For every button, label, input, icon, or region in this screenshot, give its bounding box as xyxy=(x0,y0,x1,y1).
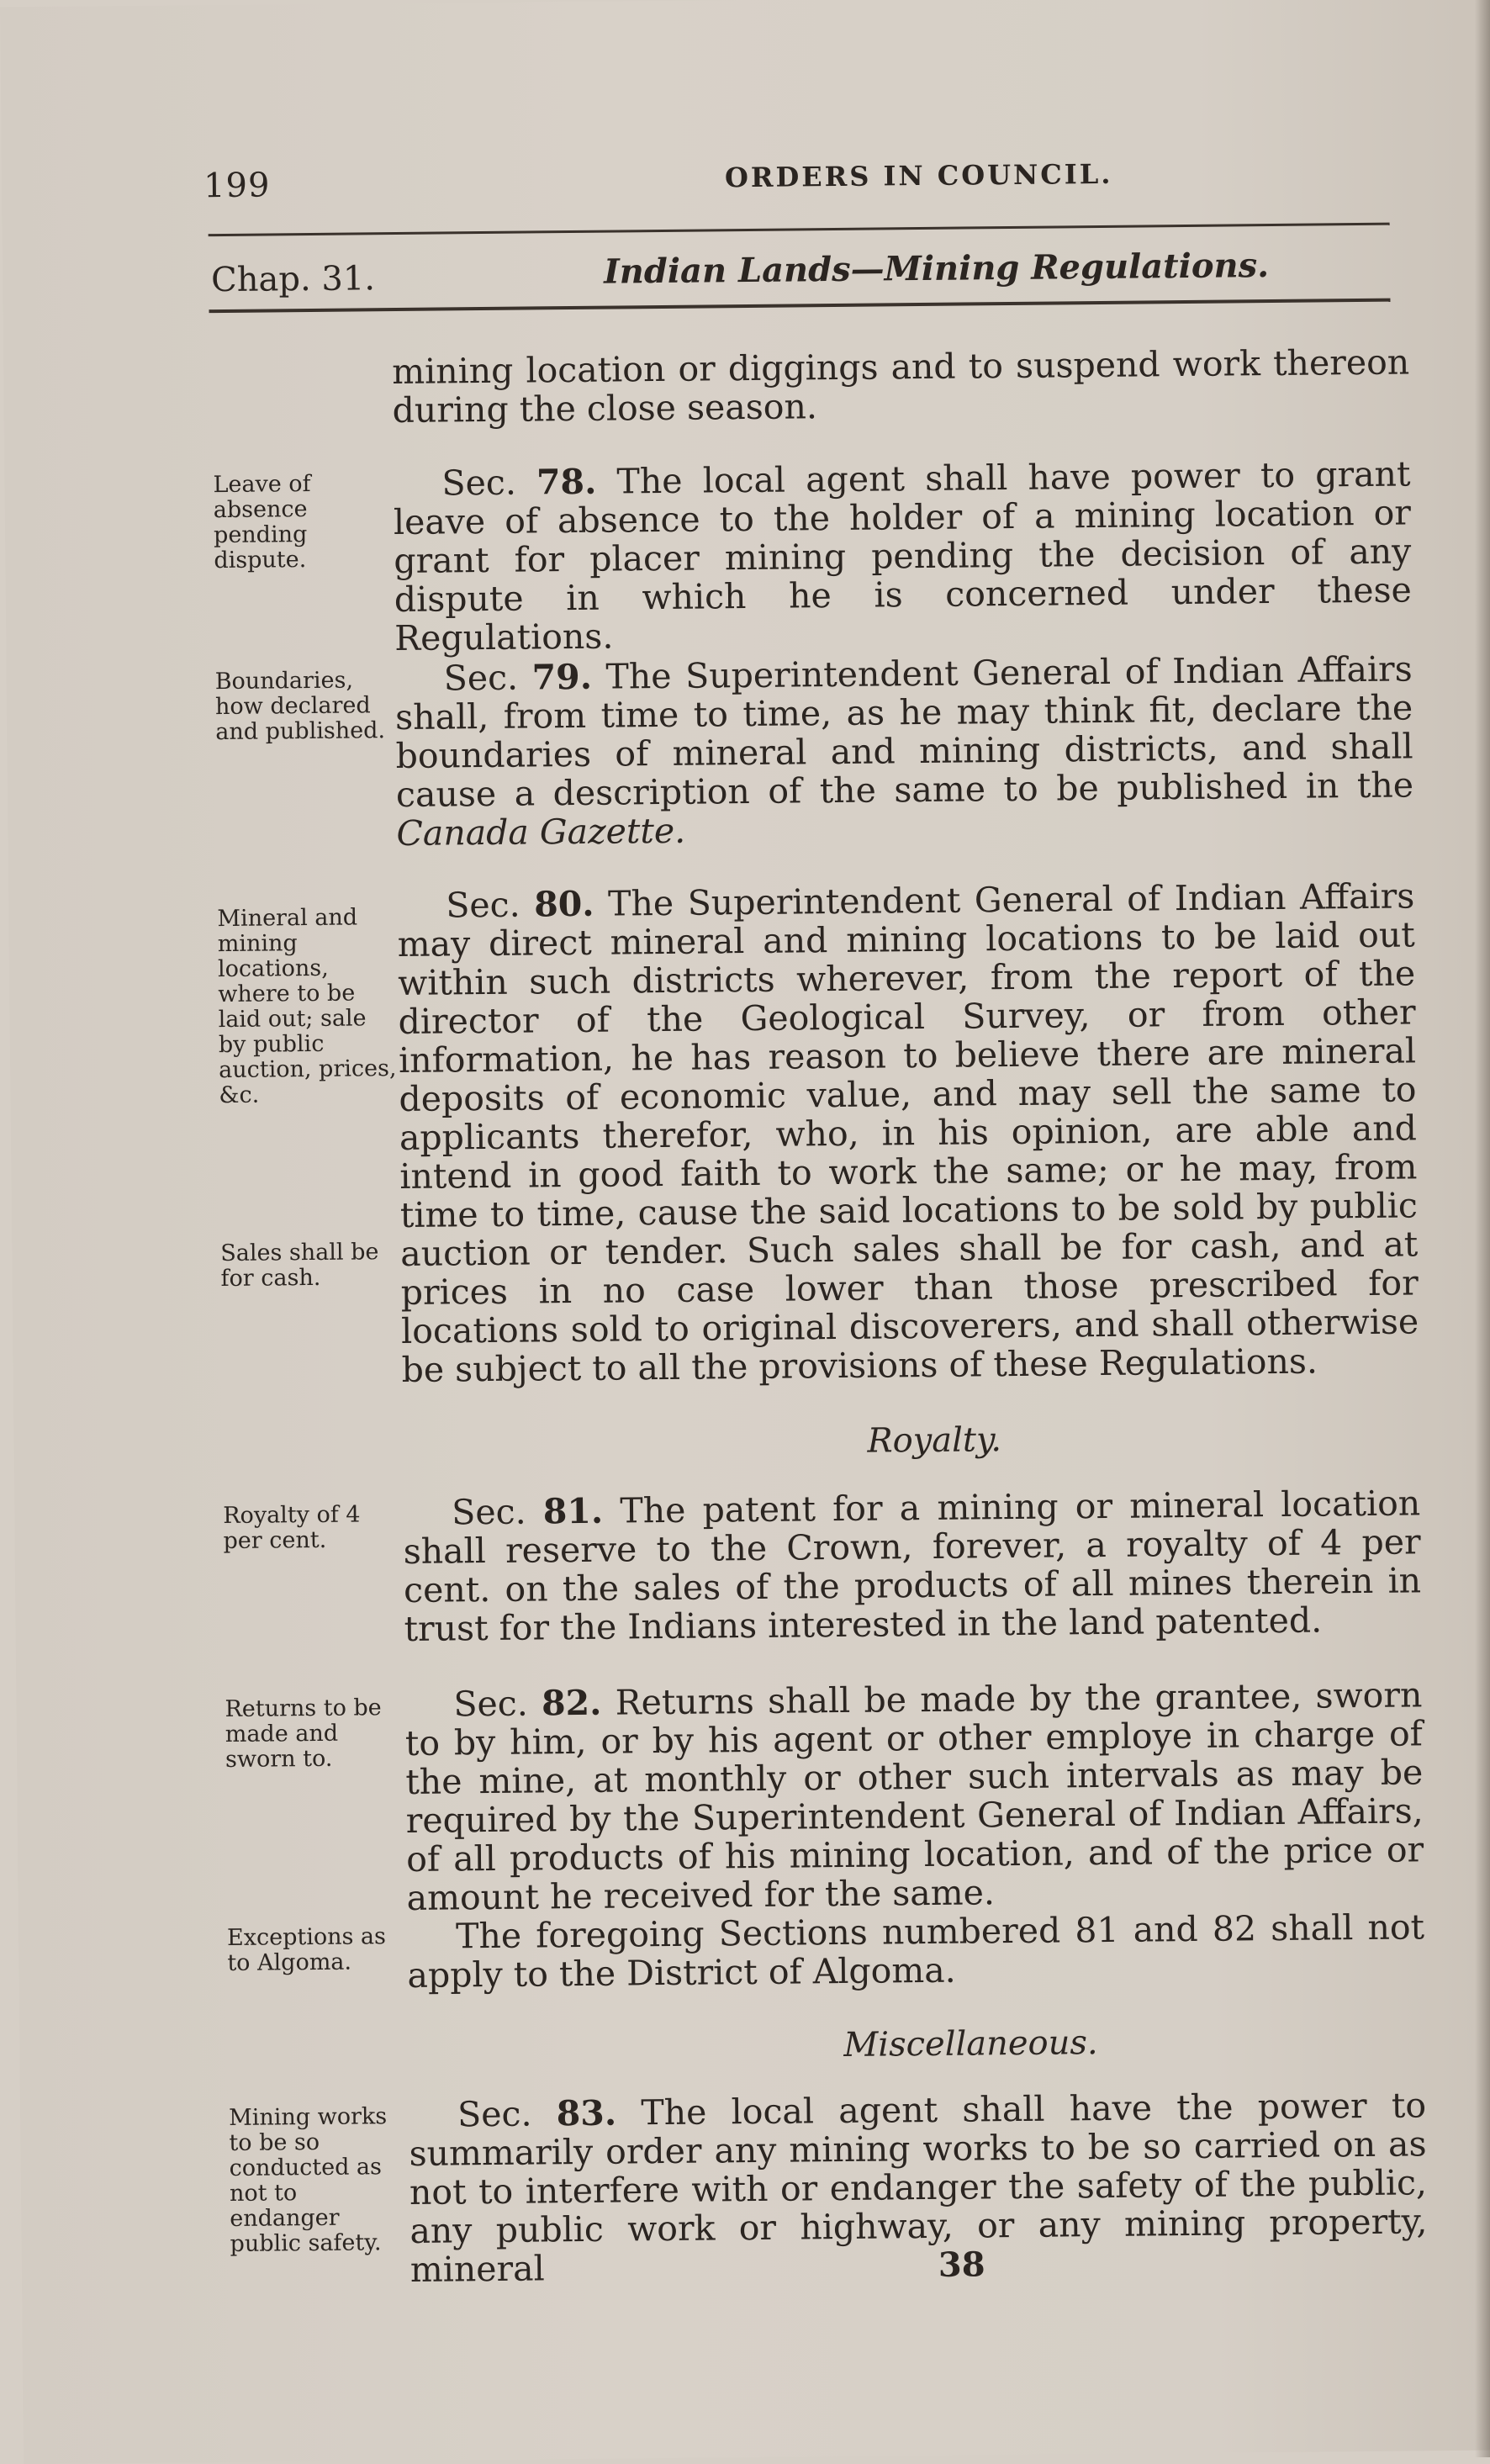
section-prefix: Sec. xyxy=(443,657,519,699)
section-text-80: The Superintendent General of Indian Affairs may direct mineral and mining locations to be laid out within such districts wherever, from the report of the director of the Geological Survey, or from other information, he has reason to believe there are mineral deposits of economic value, and may sell the same to applicants therefor, who, in his opinion, are able and intend in good faith to work the same; or he may, from time to time, cause the said locations to be sold by public auction or tender. Such sales shall be for cash, and at prices in no case lower than those prescribed for locations sold to original discoverers, and shall otherwise be subject to all the provisions of these Regulations. xyxy=(397,875,1419,1390)
section-number-79: 79. xyxy=(531,656,593,698)
page-edge-shadow xyxy=(1475,0,1490,2457)
continuation-text: mining location or diggings and to suspend work thereon during the close season. xyxy=(391,341,1410,431)
section-78 xyxy=(393,454,1412,658)
section-prefix: Sec. xyxy=(457,2093,532,2135)
header-rule-bottom xyxy=(209,299,1391,313)
continuation-paragraph xyxy=(392,342,1410,430)
section-number-83: 83. xyxy=(556,2092,617,2134)
section-text-83: The local agent shall have the power to summarily order any mining works to be so carried on as not to interfere with or endanger the safety of the public, any public work or highway, or any mining property, mineral xyxy=(409,2085,1428,2290)
header-rule-top xyxy=(209,223,1390,236)
section-number-78: 78. xyxy=(536,461,597,503)
canada-gazette: Canada Gazette. xyxy=(396,810,686,854)
heading-miscellaneous: Miscellaneous. xyxy=(843,2023,1098,2065)
section-text-algoma: The foregoing Sections numbered 81 and 82 shall not apply to the District of Algoma. xyxy=(407,1906,1425,1996)
section-text-79: The Superintendent General of Indian Affairs shall, from time to time, as he may think fit, declare the boundaries of mineral and mining districts, and shall cause a description of the same to be published in the xyxy=(394,648,1414,816)
chapter-label: Chap. 31. xyxy=(210,259,376,300)
margin-note-algoma: Exceptions as to Algoma. xyxy=(226,1923,387,1977)
running-head: ORDERS IN COUNCIL. xyxy=(724,157,1113,194)
section-80 xyxy=(397,876,1419,1389)
margin-note-81: Royalty of 4 per cent. xyxy=(223,1501,361,1555)
section-number-82: 82. xyxy=(541,1682,602,1724)
heading-royalty: Royalty. xyxy=(867,1420,1002,1461)
margin-note-80: Mineral and mining locations, where to be laid out; sale by public auction, prices, &c. xyxy=(217,904,397,1109)
section-81 xyxy=(403,1483,1422,1648)
margin-note-79: Boundaries, how declared and published. xyxy=(214,667,386,746)
section-83 xyxy=(409,2086,1428,2289)
section-prefix: Sec. xyxy=(453,1683,529,1725)
section-prefix: Sec. xyxy=(446,884,520,926)
section-82 xyxy=(404,1675,1424,1917)
section-algoma xyxy=(407,1907,1425,1995)
margin-note-80-cash: Sales shall be for cash. xyxy=(220,1239,379,1293)
page-number: 199 xyxy=(203,166,271,206)
section-text-78: The local agent shall have power to grant leave of absence to the holder of a mining location or grant for placer mining pending the decision of any dispute in which he is concerned under these Regulations. xyxy=(393,453,1412,659)
section-prefix: Sec. xyxy=(441,462,517,504)
section-number-80: 80. xyxy=(534,883,594,925)
margin-note-78: Leave of absence pending dispute. xyxy=(213,470,311,574)
section-79 xyxy=(395,649,1414,853)
margin-note-82: Returns to be made and sworn to. xyxy=(225,1695,382,1774)
chapter-title: Indian Lands—Mining Regulations. xyxy=(603,246,1270,292)
margin-note-83: Mining works to be so conducted as not to endanger public safety. xyxy=(228,2103,388,2258)
section-text-81: The patent for a mining or mineral location shall reserve to the Crown, forever, a royalty of 4 per cent. on the sales of the products of all mines therein in trust for the Indians interested in the land patented. xyxy=(403,1483,1422,1649)
signature-mark: 38 xyxy=(938,2245,985,2285)
section-text-82: Returns shall be made by the grantee, sworn to by him, or by his agent or other employe in charge of the mine, at monthly or other such intervals as may be required by the Superintendent General of Indian Affairs, of all products of his mining location, and of the price or amount he received for the same. xyxy=(404,1674,1424,1918)
section-prefix: Sec. xyxy=(452,1491,526,1533)
section-number-81: 81. xyxy=(542,1490,604,1532)
